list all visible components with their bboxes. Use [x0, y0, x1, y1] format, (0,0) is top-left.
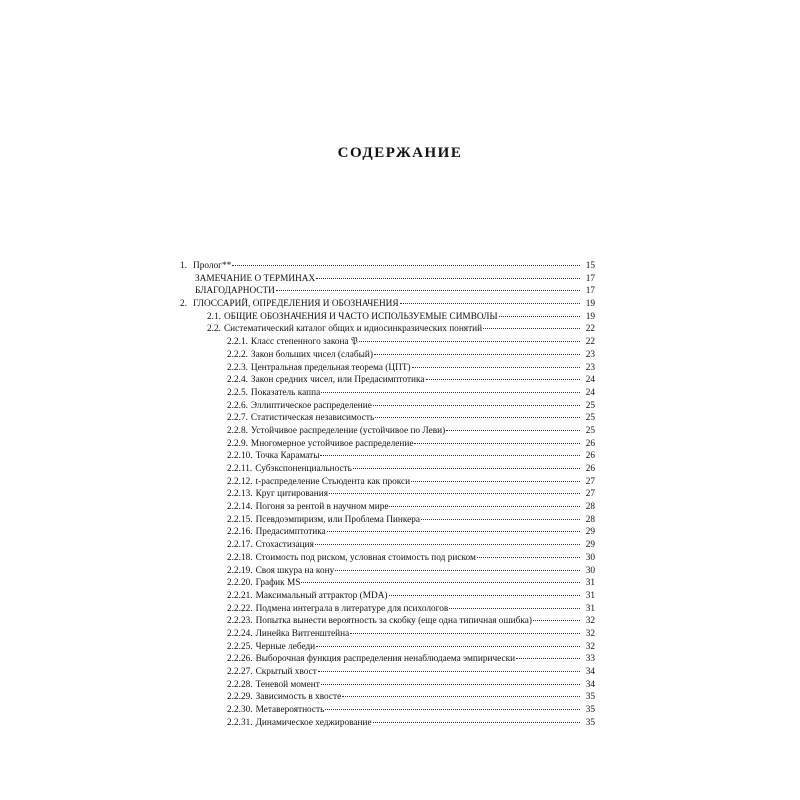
dot-leader: [318, 671, 580, 672]
toc-page-number: 19: [585, 311, 595, 322]
dot-leader: [316, 278, 580, 279]
toc-entry: [180, 349, 595, 362]
dot-leader: [342, 696, 580, 697]
toc-entry: [180, 488, 595, 501]
toc-page-number: 30: [585, 552, 595, 563]
toc-entry-title: Метавероятность: [255, 705, 325, 716]
dot-leader: [414, 443, 580, 444]
toc-entry-label: [227, 488, 328, 501]
toc-entry-label: [227, 704, 324, 717]
toc-entry-number: 2.2.19.: [227, 565, 253, 576]
toc-entry: [180, 691, 595, 704]
toc-entry-label: [227, 552, 476, 565]
dot-leader: [499, 316, 580, 317]
dot-leader: [321, 392, 580, 393]
toc-entry-title: Стоимость под риском, условная стоимость под риском: [255, 552, 476, 563]
toc-entry-number: 2.2.20.: [227, 578, 253, 589]
toc-page-number: 26: [585, 464, 595, 474]
toc-entry-number: 2.2.3.: [227, 362, 248, 373]
toc-entry-title: Субэкспоненциальность: [255, 464, 352, 474]
toc-entry: [180, 590, 595, 603]
toc-entry-title: Центральная предельная теорема (ЦПТ): [250, 362, 411, 373]
toc-entry-number: 2.2.7.: [227, 413, 248, 424]
toc-entry-number: 2.2.21.: [227, 590, 253, 601]
toc-entry-label: [227, 501, 388, 514]
toc-entry-title: Показатель каппа: [250, 387, 321, 398]
toc-entry-label: [227, 463, 352, 476]
toc-page-number: 28: [585, 514, 595, 525]
dot-leader: [400, 303, 580, 304]
toc-entry: [180, 298, 595, 311]
toc-entry-label: [207, 323, 482, 336]
dot-leader: [389, 595, 580, 596]
dot-leader: [321, 684, 580, 685]
toc-entry-number: 2.2.24.: [227, 628, 253, 639]
toc-entry-label: [195, 273, 315, 286]
toc-page-number: 29: [585, 527, 595, 538]
toc-page-number: 26: [585, 451, 595, 462]
toc-entry-title: Подмена интеграла в литературе для психологов: [255, 603, 449, 614]
toc-entry-label: [227, 387, 320, 400]
toc-page-number: 32: [585, 616, 595, 627]
toc-entry: [180, 260, 595, 273]
toc-entry-label: [227, 653, 515, 666]
dot-leader: [421, 519, 580, 520]
toc-entry-number: 2.2.1.: [227, 337, 248, 348]
toc-entry-title: Стохастизация: [255, 540, 314, 551]
toc-entry-label: [227, 603, 448, 616]
toc-entry-title: Предасимптотика: [255, 527, 326, 538]
dot-leader: [426, 379, 580, 380]
toc-page-number: 34: [585, 679, 595, 690]
toc-entry-number: 2.2.: [207, 324, 221, 335]
toc-page-number: 30: [585, 565, 595, 576]
toc-entry-title: Скрытый хвост: [255, 667, 317, 677]
toc-entry-title: БЛАГОДАРНОСТИ: [195, 286, 275, 297]
toc-entry-number: 2.2.8.: [227, 425, 248, 436]
toc-page-number: 31: [585, 590, 595, 601]
toc-entry-title: Устойчивое распределение (устойчивое по Леви): [250, 425, 446, 436]
toc-page-number: 29: [585, 540, 595, 551]
toc-entry-label: [227, 539, 314, 552]
toc-entry-number: 2.2.14.: [227, 502, 253, 513]
toc-entry: [180, 273, 595, 286]
toc-entry: [180, 450, 595, 463]
toc-page-number: 22: [585, 324, 595, 335]
toc-page-number: 25: [585, 400, 595, 411]
toc-entry-label: [227, 400, 372, 413]
toc-entry-number: 2.2.29.: [227, 692, 253, 703]
toc-entry-label: [227, 450, 319, 463]
toc-entry-title: Псевдоэмпиризм, или Проблема Пинкера: [255, 514, 421, 525]
toc-page-number: 27: [585, 489, 595, 500]
toc-entry-label: [227, 615, 532, 628]
toc-page-number: 17: [585, 273, 595, 284]
toc-entry-label: [227, 679, 320, 692]
toc-entry-title: График MS: [255, 578, 301, 589]
toc-entry-title: Линейка Витгенштейна: [255, 628, 350, 639]
toc-entry-title: ЗАМЕЧАНИЕ О ТЕРМИНАХ: [195, 273, 316, 284]
toc-entry-label: [227, 577, 300, 590]
toc-page-number: 17: [585, 286, 595, 297]
dot-leader: [373, 405, 580, 406]
toc-entry: [180, 323, 595, 336]
dot-leader: [359, 341, 580, 342]
toc-entry: [180, 641, 595, 654]
dot-leader: [483, 328, 580, 329]
toc-entry-label: [227, 526, 326, 539]
toc-entry: [180, 717, 595, 730]
toc-entry-title: Систематический каталог общих и идиосинкразических понятий: [223, 324, 483, 335]
toc-entry-title: Эллиптическое распределение: [250, 400, 372, 411]
dot-leader: [320, 455, 580, 456]
toc-entry: [180, 387, 595, 400]
toc-entry-number: 2.2.11.: [227, 464, 253, 474]
toc-entry-label: [207, 311, 498, 324]
toc-page-number: 28: [585, 502, 595, 513]
toc-entry: [180, 501, 595, 514]
toc-entry-label: [227, 438, 413, 451]
toc-entry-number: 2.2.30.: [227, 705, 253, 716]
dot-leader: [373, 722, 580, 723]
toc-entry-number: 2.1.: [207, 311, 221, 322]
toc-entry-title: Многомерное устойчивое распределение: [250, 438, 414, 449]
toc-entry-label: [227, 717, 372, 730]
toc-entry: [180, 400, 595, 413]
toc-entry-title: ОБЩИЕ ОБОЗНАЧЕНИЯ И ЧАСТО ИСПОЛЬЗУЕМЫЕ СИМВОЛЫ: [223, 311, 498, 322]
toc-entry-title: Максимальный аттрактор (MDA): [255, 590, 388, 601]
toc-entry: [180, 552, 595, 565]
toc-entry-title: Класс степенного закона 𝔓: [250, 337, 358, 348]
toc-entry-label: [227, 590, 388, 603]
toc-entry: [180, 425, 595, 438]
toc-entry-label: [227, 336, 358, 349]
toc-entry-label: [227, 691, 341, 704]
toc-entry-title: Зависимость в хвосте: [255, 692, 342, 703]
dot-leader: [374, 354, 580, 355]
dot-leader: [335, 570, 580, 571]
toc-page-number: 26: [585, 438, 595, 449]
toc-page-number: 32: [585, 628, 595, 639]
toc-entry-label: [227, 374, 425, 387]
toc-entry-number: 2.2.9.: [227, 438, 248, 449]
toc-entry-number: 2.2.12.: [227, 476, 253, 487]
dot-leader: [232, 265, 580, 266]
toc-entry: [180, 603, 595, 616]
toc-page-number: 15: [585, 261, 595, 271]
toc-entry: [180, 526, 595, 539]
toc-page-number: 35: [585, 692, 595, 703]
toc-entry-label: [180, 260, 231, 273]
toc-entry-number: 2.2.18.: [227, 552, 253, 563]
toc-entry-title: Пролог**: [192, 261, 232, 271]
toc-entry: [180, 615, 595, 628]
toc-entry-label: [227, 362, 411, 375]
dot-leader: [389, 506, 580, 507]
toc-entry-label: [180, 298, 399, 311]
toc-entry: [180, 336, 595, 349]
toc-entry-title: t-распределение Стьюдента как прокси: [255, 476, 411, 487]
page-title: СОДЕРЖАНИЕ: [337, 145, 463, 161]
toc-entry-label: [227, 412, 374, 425]
toc-entry: [180, 362, 595, 375]
dot-leader: [533, 620, 580, 621]
toc-page-number: 24: [585, 375, 595, 386]
toc-entry: [180, 565, 595, 578]
toc-entry: [180, 628, 595, 641]
toc-page-number: 35: [585, 717, 595, 728]
toc-entry: [180, 679, 595, 692]
toc-entry-title: Точка Караматы: [255, 451, 320, 462]
toc-entry-number: 2.2.23.: [227, 616, 253, 627]
dot-leader: [315, 544, 580, 545]
toc-page-number: 27: [585, 476, 595, 487]
toc-entry-label: [227, 628, 349, 641]
toc-entry-label: [195, 285, 275, 298]
toc-entry-number: 2.2.31.: [227, 717, 253, 728]
dot-leader: [276, 290, 580, 291]
toc-entry: [180, 539, 595, 552]
toc-page-number: 35: [585, 705, 595, 716]
toc-entry-number: 2.2.16.: [227, 527, 253, 538]
toc-page-number: 25: [585, 425, 595, 436]
toc-page-number: 31: [585, 603, 595, 614]
toc-entry-label: [227, 476, 410, 489]
toc-page-number: 33: [585, 654, 595, 665]
toc-entry-number: 2.2.22.: [227, 603, 253, 614]
toc-entry-number: 2.2.28.: [227, 679, 253, 690]
toc-page-number: 23: [585, 349, 595, 360]
dot-leader: [329, 493, 580, 494]
toc-entry: [180, 374, 595, 387]
toc-entry-number: 2.2.15.: [227, 514, 253, 525]
toc-entry-title: Динамическое хеджирование: [255, 717, 372, 728]
toc-entry-title: Круг цитирования: [255, 489, 328, 500]
toc-entry-label: [227, 565, 334, 578]
dot-leader: [446, 430, 580, 431]
dot-leader: [327, 531, 580, 532]
toc-entry-title: Попытка вынести вероятность за скобку (еще одна типичная ошибка): [255, 616, 532, 627]
toc-entry-title: Своя шкура на кону: [255, 565, 335, 576]
toc-entry: [180, 285, 595, 298]
toc-entry-title: ГЛОССАРИЙ, ОПРЕДЕЛЕНИЯ И ОБОЗНАЧЕНИЯ: [192, 299, 399, 310]
toc-page-number: 23: [585, 362, 595, 373]
toc-entry: [180, 463, 595, 476]
dot-leader: [325, 709, 580, 710]
toc-entry-number: 2.2.26.: [227, 654, 253, 665]
toc-entry: [180, 311, 595, 324]
toc-entry-label: [227, 666, 317, 679]
toc-entry-number: 1.: [180, 261, 187, 271]
dot-leader: [412, 367, 580, 368]
toc-entry-title: Теневой момент: [255, 679, 320, 690]
toc-page-number: 34: [585, 667, 595, 677]
toc-page-number: 25: [585, 413, 595, 424]
toc-entry-number: 2.2.17.: [227, 540, 253, 551]
toc-entry-number: 2.: [180, 299, 187, 310]
toc-entry: [180, 577, 595, 590]
toc-entry: [180, 666, 595, 679]
toc-entry-label: [227, 641, 315, 654]
toc-entry-number: 2.2.4.: [227, 375, 248, 386]
dot-leader: [411, 481, 580, 482]
toc-entry-title: Статистическая независимость: [250, 413, 375, 424]
dot-leader: [350, 633, 580, 634]
toc-page-number: 32: [585, 641, 595, 652]
toc-entry-number: 2.2.27.: [227, 667, 253, 677]
toc-entry-title: Закон больших чисел (слабый): [250, 349, 373, 360]
dot-leader: [449, 608, 580, 609]
toc-entry: [180, 412, 595, 425]
dot-leader: [353, 468, 580, 469]
toc-entry-title: Погоня за рентой в научном мире: [255, 502, 389, 513]
toc-page-number: 24: [585, 387, 595, 398]
toc-entry-number: 2.2.13.: [227, 489, 253, 500]
dot-leader: [516, 658, 580, 659]
toc-page-number: 19: [585, 299, 595, 310]
dot-leader: [375, 417, 580, 418]
toc-entry-title: Закон средних чисел, или Предасимптотика: [250, 375, 425, 386]
table-of-contents: [180, 260, 595, 729]
toc-entry: [180, 476, 595, 489]
toc-entry-number: 2.2.2.: [227, 349, 248, 360]
toc-entry-number: 2.2.25.: [227, 641, 253, 652]
toc-entry: [180, 653, 595, 666]
dot-leader: [301, 582, 580, 583]
toc-entry: [180, 438, 595, 451]
toc-entry-title: Выборочная функция распределения ненаблюдаема эмпирически: [255, 654, 516, 665]
toc-entry-number: 2.2.10.: [227, 451, 253, 462]
toc-page-number: 31: [585, 578, 595, 589]
toc-entry-label: [227, 349, 373, 362]
toc-entry: [180, 514, 595, 527]
toc-entry-label: [227, 514, 420, 527]
toc-entry-number: 2.2.6.: [227, 400, 248, 411]
toc-page-number: 22: [585, 337, 595, 348]
dot-leader: [316, 646, 580, 647]
dot-leader: [477, 557, 580, 558]
toc-entry-number: 2.2.5.: [227, 387, 248, 398]
toc-entry-title: Черные лебеди: [255, 641, 316, 652]
toc-entry: [180, 704, 595, 717]
toc-entry-label: [227, 425, 445, 438]
